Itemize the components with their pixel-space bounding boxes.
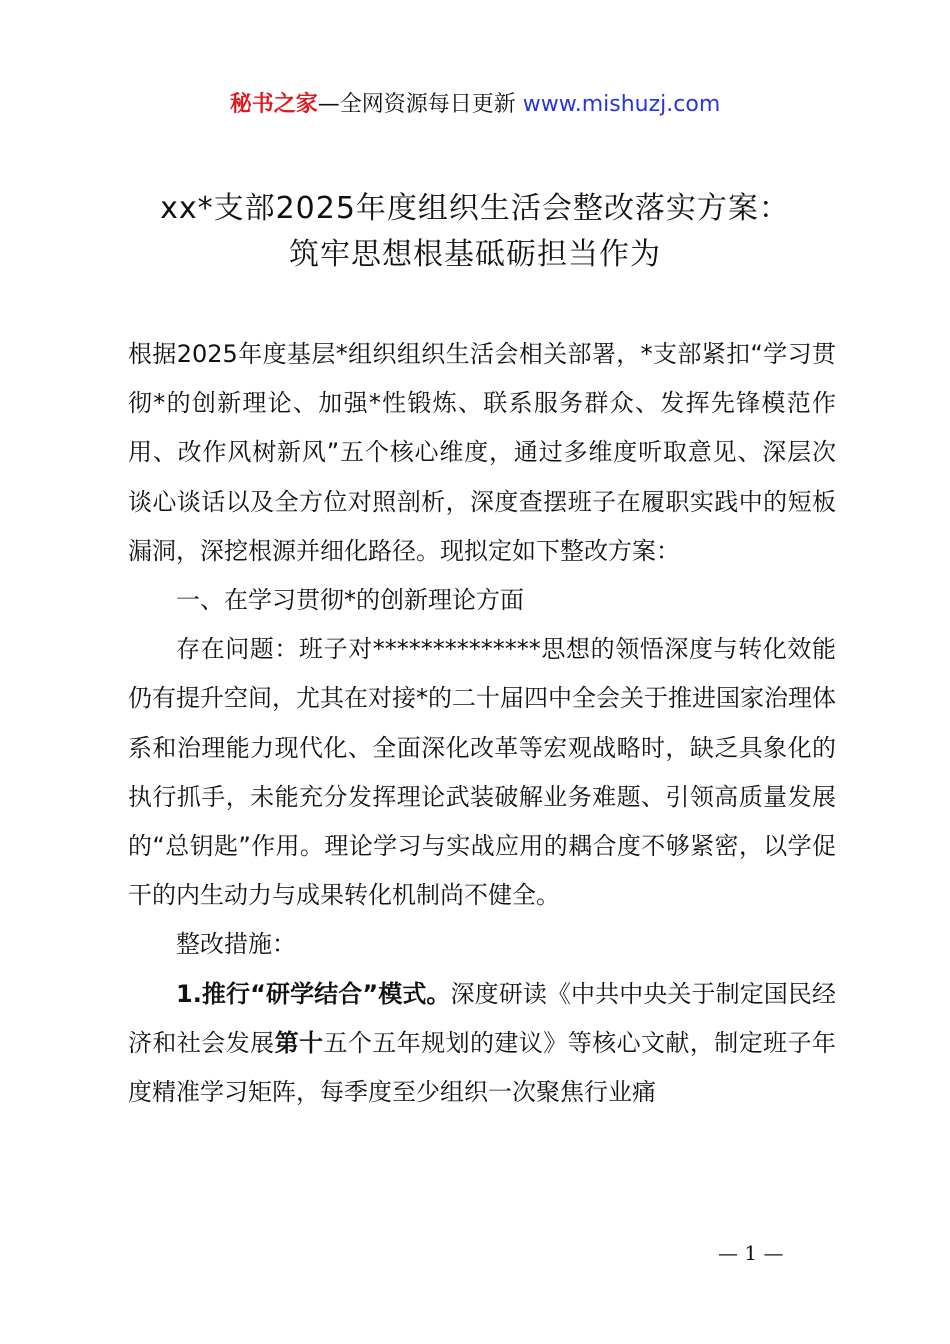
header-tagline: 全网资源每日更新 xyxy=(339,92,516,117)
measure-1-text-a: 深度研读《中共中央关于制定国民经济和社会发展 xyxy=(128,979,836,1057)
title-line-1: xx*支部2025年度组织生活会整改落实方案： xyxy=(160,191,790,226)
section-1-heading: 一、在学习贯彻*的创新理论方面 xyxy=(176,586,524,615)
measure-1-text-b: 五个五年规划的建议》等核心文献，制定班子年度精准学习矩阵，每季度至少组织一次聚焦行业痛 xyxy=(128,1028,837,1107)
header-dash: — xyxy=(317,92,340,117)
measures-label: 整改措施： xyxy=(176,930,296,959)
page-number: — 1 — xyxy=(718,1241,784,1265)
measure-1-paragraph xyxy=(128,970,836,1118)
site-header xyxy=(0,88,950,122)
document-title xyxy=(0,186,950,278)
measure-1-bold-inline: 第十 xyxy=(274,1028,324,1057)
site-url-link[interactable]: www.mishuzj.com xyxy=(522,92,721,117)
title-line-2: 筑牢思想根基砥砺担当作为 xyxy=(289,237,661,272)
brand-name: 秘书之家 xyxy=(229,92,318,117)
document-body xyxy=(128,330,836,1117)
problem-paragraph: 存在问题：班子对**************思想的领悟深度与转化效能仍有提升空间，尤其在对接*的二十届四中全会关于推进国家治理体系和治理能力现代化、全面深化改革等宏观战略时，缺乏具象化的执行抓手，未能充分发挥理论武装破解业务难题、引领高质量发展的“总钥匙”作用。理论学习与实战应用的耦合度不够紧密，以学促干的内生动力与成果转化机制尚不健全。 xyxy=(128,635,836,910)
intro-paragraph: 根据2025年度基层*组织组织生活会相关部署，*支部紧扣“学习贯彻*的创新理论、加强*性锻炼、联系服务群众、发挥先锋模范作用、改作风树新风”五个核心维度，通过多维度听取意见、深层次谈心谈话以及全方位对照剖析，深度查摆班子在履职实践中的短板漏洞，深挖根源并细化路径。现拟定如下整改方案： xyxy=(128,340,836,565)
measure-1-title: 1.推行“研学结合”模式。 xyxy=(176,979,451,1008)
